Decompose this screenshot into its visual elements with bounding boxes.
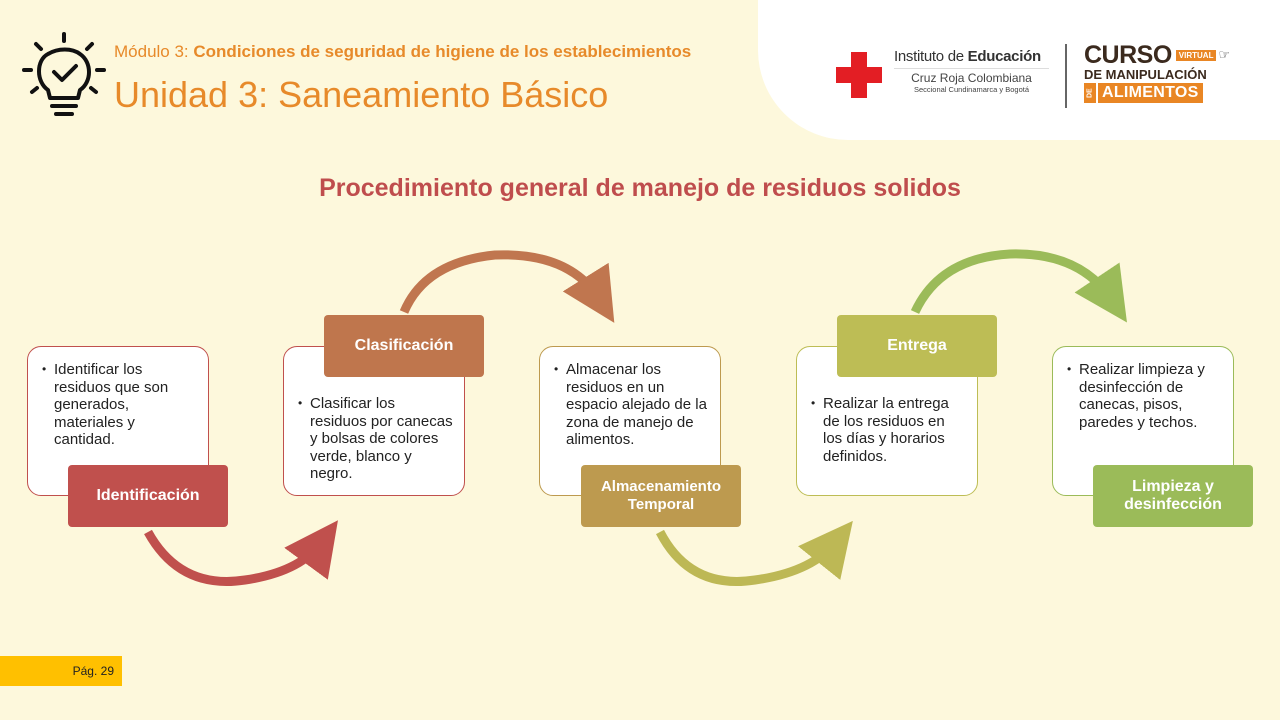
institute-subtitle: Cruz Roja Colombiana (894, 68, 1049, 85)
step-label-limpieza: Limpieza y desinfección (1093, 465, 1253, 527)
step-label-identificacion: Identificación (68, 465, 228, 527)
institute-name (894, 48, 1049, 65)
step-text: • Realizar la entrega de los residuos en los días y horarios definidos. (811, 395, 967, 465)
step-label-almacenamiento: Almacenamiento Temporal (581, 465, 741, 527)
institute-name-bold: Educación (967, 48, 1041, 65)
step-text: • Identificar los residuos que son generados, materiales y cantidad. (42, 361, 198, 449)
step-text: • Almacenar los residuos en un espacio alejado de la zona de manejo de alimentos. (554, 361, 710, 449)
course-word: CURSO (1084, 41, 1172, 69)
logo-divider (1065, 44, 1067, 108)
step-text: • Realizar limpieza y desinfección de canecas, pisos, paredes y techos. (1067, 361, 1223, 431)
red-cross-logo (836, 52, 882, 98)
diagram-title: Procedimiento general de manejo de residuos solidos (319, 174, 961, 202)
arrow-1 (148, 532, 322, 581)
institute-name-regular: Instituto de (894, 48, 968, 65)
arrow-3 (660, 532, 836, 581)
course-manip: DE MANIPULACIÓN (1084, 67, 1207, 82)
institute-logo-text (894, 48, 1049, 94)
pointer-hand-icon: ☞ (1218, 47, 1231, 62)
arrow-2 (404, 255, 600, 312)
course-virtual-badge: VIRTUAL (1176, 50, 1217, 61)
page-number: Pág. 29 (72, 664, 114, 678)
module-name: Condiciones de seguridad de higiene de los establecimientos (193, 42, 692, 61)
institute-subtitle-2: Seccional Cundinamarca y Bogotá (913, 85, 1030, 94)
course-logo (1084, 42, 1234, 103)
page-number-badge (0, 656, 122, 686)
arrow-4 (915, 254, 1112, 312)
module-prefix: Módulo 3: (114, 42, 194, 61)
step-label-entrega: Entrega (837, 315, 997, 377)
course-alimentos: ALIMENTOS (1098, 83, 1203, 103)
lightbulb-check-icon (22, 32, 106, 122)
unit-title: Unidad 3: Saneamiento Básico (114, 74, 609, 115)
step-label-clasificacion: Clasificación (324, 315, 484, 377)
course-de-box: DE (1084, 83, 1096, 103)
module-title (114, 42, 691, 62)
step-text: • Clasificar los residuos por canecas y bolsas de colores verde, blanco y negro. (298, 395, 454, 483)
